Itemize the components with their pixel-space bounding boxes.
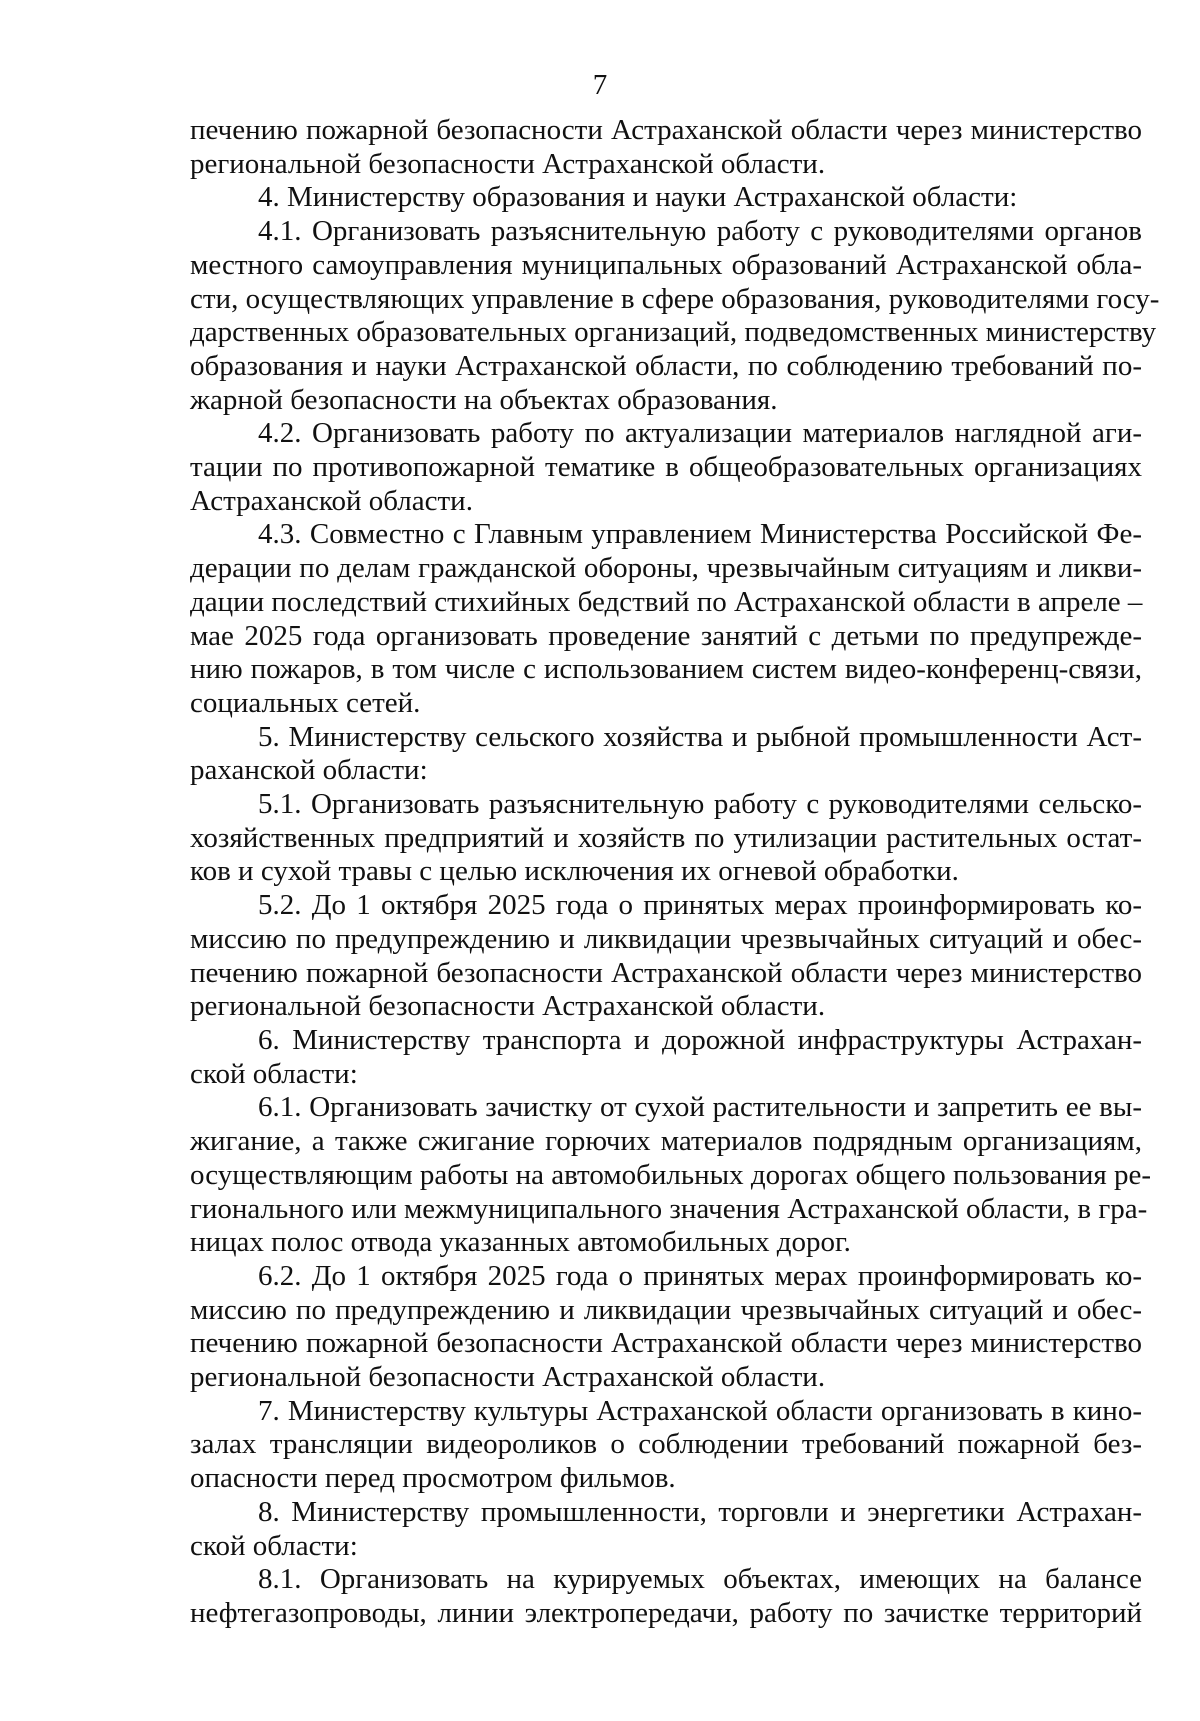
text-line: жигание, а также сжигание горючих материалов подрядным организациям, [190, 1125, 1142, 1158]
text-line: печению пожарной безопасности Астраханской области через министерство [190, 1327, 1142, 1360]
text-line: дации последствий стихийных бедствий по Астраханской области в апреле – [190, 585, 1143, 618]
text-line: 4.1. Организовать разъяснительную работу с руководителями органов [258, 215, 1142, 248]
text-line: 4.2. Организовать работу по актуализации материалов наглядной аги- [258, 417, 1142, 450]
page-number: 7 [592, 69, 608, 101]
text-line: залах трансляции видеороликов о соблюдении требований пожарной без- [190, 1428, 1142, 1461]
paragraph [190, 114, 1142, 181]
text-line: ков и сухой травы с целью исключения их огневой обработки. [190, 855, 959, 888]
text-line: ницах полос отвода указанных автомобильных дорог. [190, 1226, 851, 1259]
text-line: ской области: [190, 1529, 358, 1562]
text-line: раханской области: [190, 754, 428, 787]
text-line: мае 2025 года организовать проведение занятий с детьми по предупрежде- [190, 619, 1142, 652]
text-line: печению пожарной безопасности Астраханской области через министерство [190, 114, 1142, 146]
text-line: миссию по предупреждению и ликвидации чрезвычайных ситуаций и обес- [190, 1293, 1142, 1326]
paragraph [190, 889, 1142, 1024]
paragraph [190, 721, 1142, 788]
paragraph [190, 1260, 1142, 1395]
text-line: нию пожаров, в том числе с использованием систем видео-конференц-связи, [190, 653, 1142, 686]
text-line: 8. Министерству промышленности, торговли и энергетики Астрахан- [258, 1495, 1142, 1528]
text-line: региональной безопасности Астраханской области. [190, 990, 826, 1023]
text-line: местного самоуправления муниципальных образований Астраханской обла- [190, 248, 1142, 281]
text-line: сти, осуществляющих управление в сфере образования, руководителями госу- [190, 282, 1160, 315]
paragraph [190, 788, 1142, 889]
paragraph [190, 1496, 1142, 1563]
paragraph [190, 215, 1160, 417]
paragraph [190, 181, 1142, 215]
text-line: социальных сетей. [190, 686, 421, 719]
paragraph [190, 1563, 1142, 1630]
text-line: опасности перед просмотром фильмов. [190, 1462, 676, 1495]
paragraph [190, 417, 1142, 518]
text-line: 4.3. Совместно с Главным управлением Министерства Российской Фе- [258, 518, 1142, 551]
paragraph [190, 1024, 1142, 1091]
document-body [190, 114, 1160, 1631]
text-line: 5. Министерству сельского хозяйства и рыбной промышленности Аст- [258, 720, 1142, 753]
text-line: 5.1. Организовать разъяснительную работу с руководителями сельско- [258, 788, 1142, 821]
text-line: региональной безопасности Астраханской области. [190, 1361, 826, 1394]
text-line: дерации по делам гражданской обороны, чрезвычайным ситуациям и ликви- [190, 552, 1142, 585]
text-line: миссию по предупреждению и ликвидации чрезвычайных ситуаций и обес- [190, 922, 1142, 955]
paragraph [190, 518, 1142, 720]
text-line: региональной безопасности Астраханской области. [190, 147, 826, 180]
text-line: образования и науки Астраханской области, по соблюдению требований по- [190, 349, 1142, 382]
text-line: печению пожарной безопасности Астраханской области через министерство [190, 956, 1142, 989]
text-line: нефтегазопроводы, линии электропередачи, работу по зачистке территорий [190, 1596, 1142, 1629]
text-line: 6.1. Организовать зачистку от сухой растительности и запретить ее вы- [258, 1091, 1142, 1124]
text-line: Астраханской области. [190, 484, 473, 517]
text-line: 6.2. До 1 октября 2025 года о принятых мерах проинформировать ко- [258, 1259, 1142, 1292]
paragraph [190, 1091, 1151, 1260]
paragraph [190, 1395, 1142, 1496]
text-line: дарственных образовательных организаций, подведомственных министерству [190, 316, 1157, 349]
text-line: жарной безопасности на объектах образования. [190, 383, 778, 416]
text-line: ской области: [190, 1057, 358, 1090]
text-line: 7. Министерству культуры Астраханской области организовать в кино- [258, 1394, 1142, 1427]
text-line: 5.2. До 1 октября 2025 года о принятых мерах проинформировать ко- [258, 889, 1142, 922]
text-line: гионального или межмуниципального значения Астраханской области, в гра- [190, 1192, 1148, 1225]
text-line: 4. Министерству образования и науки Астраханской области: [258, 181, 1018, 214]
text-line: хозяйственных предприятий и хозяйств по утилизации растительных остат- [190, 821, 1142, 854]
text-line: 6. Министерству транспорта и дорожной инфраструктуры Астрахан- [258, 1023, 1142, 1056]
text-line: осуществляющим работы на автомобильных дорогах общего пользования ре- [190, 1158, 1151, 1191]
text-line: тации по противопожарной тематике в общеобразовательных организациях [190, 451, 1142, 484]
text-line: 8.1. Организовать на курируемых объектах, имеющих на балансе [258, 1563, 1142, 1596]
